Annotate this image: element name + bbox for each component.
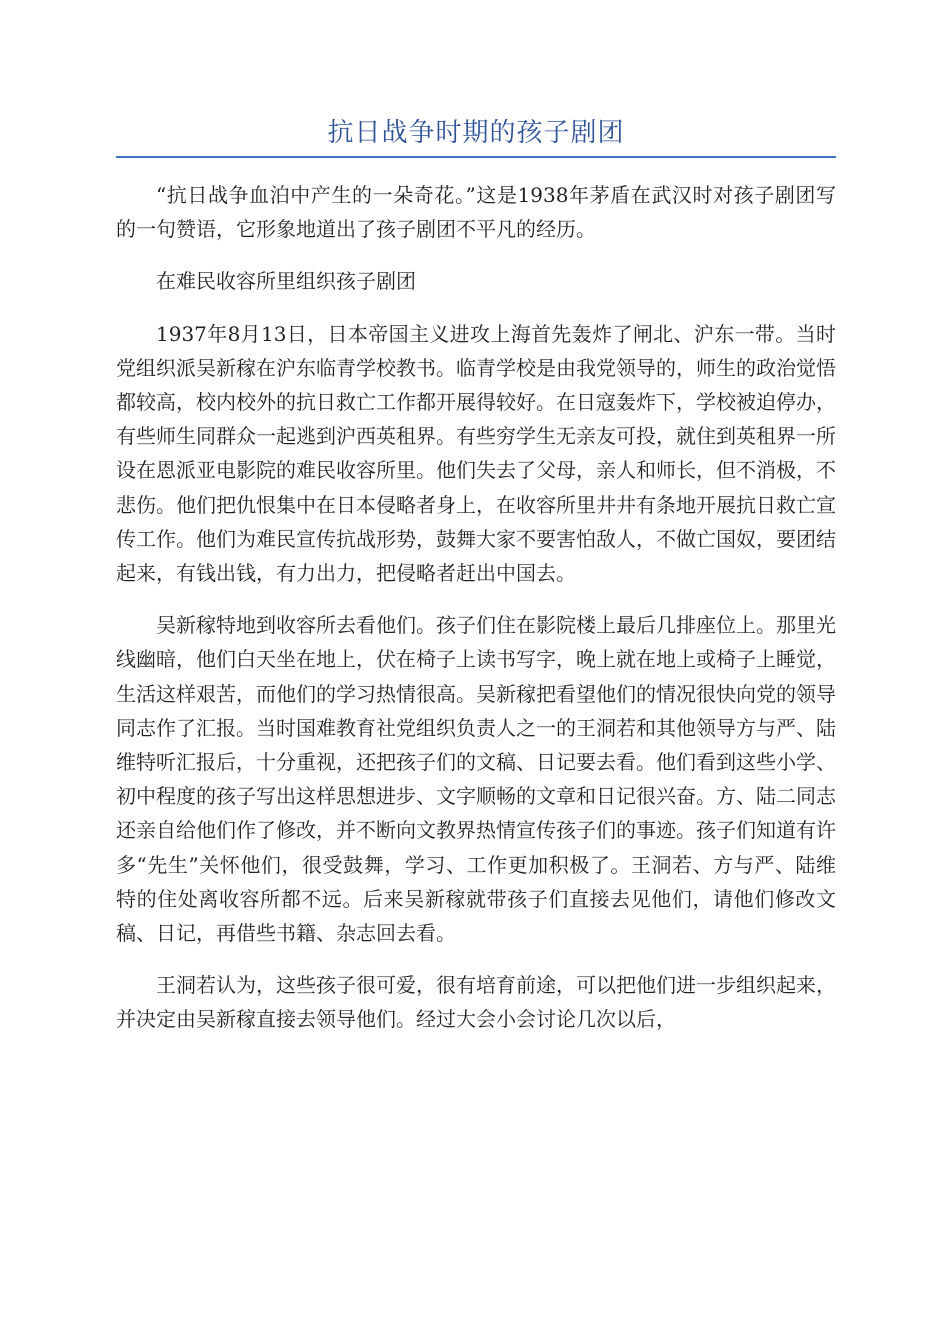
title-underline <box>116 156 836 158</box>
document-page <box>116 110 836 1055</box>
paragraph-intro: “抗日战争血泊中产生的一朵奇花。”这是1938年茅盾在武汉时对孩子剧团写的一句赞语，它形象地道出了孩子剧团不平凡的经历。 <box>116 183 836 242</box>
section-heading: 在难民收容所里组织孩子剧团 <box>156 269 416 294</box>
document-title: 抗日战争时期的孩子剧团 <box>327 118 625 148</box>
paragraph-visit: 吴新稼特地到收容所去看他们。孩子们住在影院楼上最后几排座位上。那里光线幽暗，他们白天坐在地上，伏在椅子上读书写字，晚上就在地上或椅子上睡觉，生活这样艰苦，而他们的学习热情很高。吴新稼把看望他们的情况很快向党的领导同志作了汇报。当时国难教育社党组织负责人之一的王洞若和其他领导方与严、陆维特听汇报后，十分重视，还把孩子们的文稿、日记要去看。他们看到这些小学、初中程度的孩子写出这样思想进步、文字顺畅的文章和日记很兴奋。方、陆二同志还亲自给他们作了修改，并不断向文教界热情宣传孩子们的事迹。孩子们知道有许多“先生”关怀他们，很受鼓舞，学习、工作更加积极了。王洞若、方与严、陆维特的住处离收容所都不远。后来吴新稼就带孩子们直接去见他们，请他们修改文稿、日记，再借些书籍、杂志回去看。 <box>116 613 836 946</box>
paragraph-organize: 王洞若认为，这些孩子很可爱，很有培育前途，可以把他们进一步组织起来，并决定由吴新稼直接去领导他们。经过大会小会讨论几次以后， <box>116 973 836 1032</box>
paragraph-background: 1937年8月13日，日本帝国主义进攻上海首先轰炸了闸北、沪东一带。当时党组织派吴新稼在沪东临青学校教书。临青学校是由我党领导的，师生的政治觉悟都较高，校内校外的抗日救亡工作都开展得较好。在日寇轰炸下，学校被迫停办，有些师生同群众一起逃到沪西英租界。有些穷学生无亲友可投，就住到英租界一所设在恩派亚电影院的难民收容所里。他们失去了父母，亲人和师长，但不消极，不悲伤。他们把仇恨集中在日本侵略者身上，在收容所里井井有条地开展抗日救亡宣传工作。他们为难民宣传抗战形势，鼓舞大家不要害怕敌人，不做亡国奴，要团结起来，有钱出钱，有力出力，把侵略者赶出中国去。 <box>116 321 836 586</box>
